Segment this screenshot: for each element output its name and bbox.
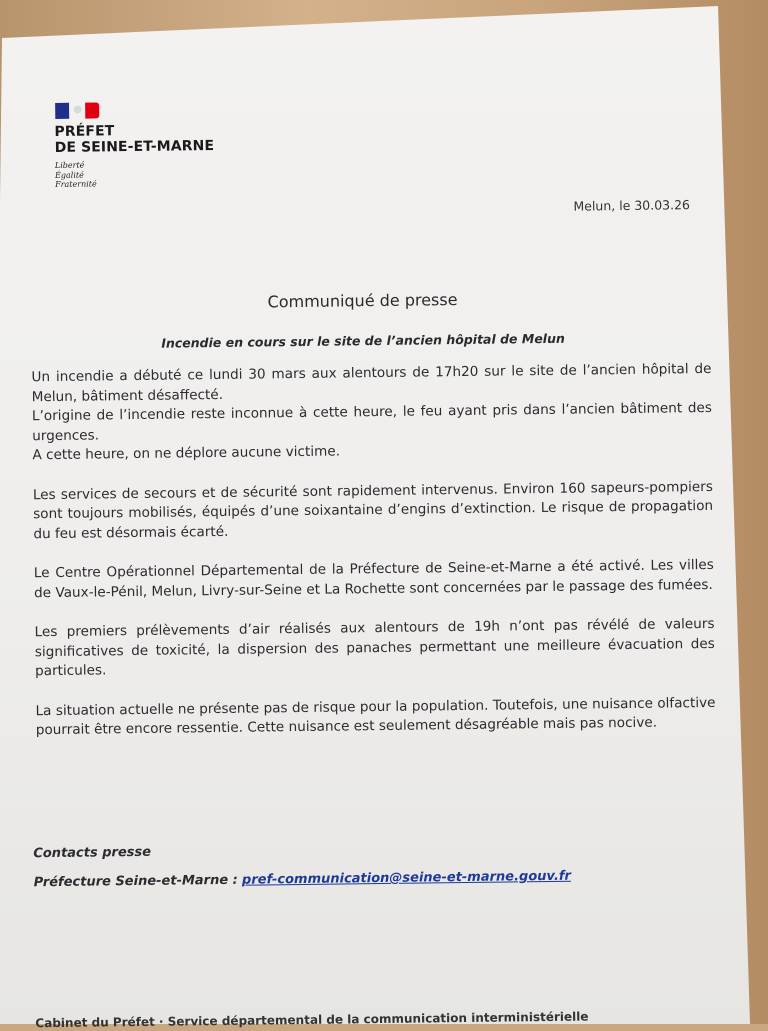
- paragraph-victims: A cette heure, on ne déplore aucune victime.: [32, 443, 341, 464]
- document-body: [31, 360, 716, 761]
- paragraph-cod: Le Centre Opérationnel Départemental de la Préfecture de Seine-et-Marne a été activé. Les villes de Vaux-le-Pénil, Melun, Livry-sur-Seine et La Rochette sont concernées par le passage des fumées.: [33, 556, 714, 601]
- footer-text: Cabinet du Préfet · Service départemental de la communication interministérielle: [35, 1009, 589, 1031]
- contacts-heading: Contacts presse: [33, 844, 152, 862]
- motto-egalite: Égalité: [54, 170, 84, 180]
- logo-line-2: DE SEINE-ET-MARNE: [54, 138, 215, 156]
- paragraph-situation: La situation actuelle ne présente pas de risque pour la population. Toutefois, une nuisance olfactive pourrait être encore ressentie. Cette nuisance est seulement désagréable mais pas nocive.: [35, 694, 716, 739]
- motto-fraternite: Fraternité: [55, 179, 97, 189]
- paragraph-intro: Un incendie a débuté ce lundi 30 mars aux alentours de 17h20 sur le site de l’ancien hôpital de Melun, bâtiment désaffecté.: [31, 360, 712, 405]
- paragraph-air-samples: Les premiers prélèvements d’air réalisés aux alentours de 19h n’ont pas révélé de valeurs significatives de toxicité, la dispersion des panaches permettant une meilleure évacuation des particules.: [34, 615, 715, 680]
- motto-liberte: Liberté: [54, 160, 85, 170]
- marianne-icon: [69, 105, 83, 117]
- paragraph-rescue: Les services de secours et de sécurité sont rapidement intervenus. Environ 160 sapeurs-pompiers sont toujours mobilisés, équipés d’une soixantaine d’engins d’extinction. Le risque de propagation du feu est désormais écarté.: [32, 478, 714, 542]
- document-date: Melun, le 30.03.26: [573, 197, 691, 214]
- contact-label: Préfecture Seine-et-Marne :: [33, 872, 238, 891]
- document-subject: Incendie en cours sur le site de l’ancien hôpital de Melun: [161, 330, 565, 351]
- paragraph-origin: L’origine de l’incendie reste inconnue à cette heure, le feu ayant pris dans l’ancien bâtiment des urgences.: [31, 399, 712, 444]
- contact-line: [34, 869, 571, 891]
- republic-motto: [55, 160, 97, 189]
- contact-email-link[interactable]: pref-communication@seine-et-marne.gouv.fr: [241, 868, 572, 888]
- prefecture-logo-title: [54, 122, 214, 156]
- logo-line-1: PRÉFET: [54, 123, 115, 140]
- document-title: Communiqué de presse: [267, 290, 458, 312]
